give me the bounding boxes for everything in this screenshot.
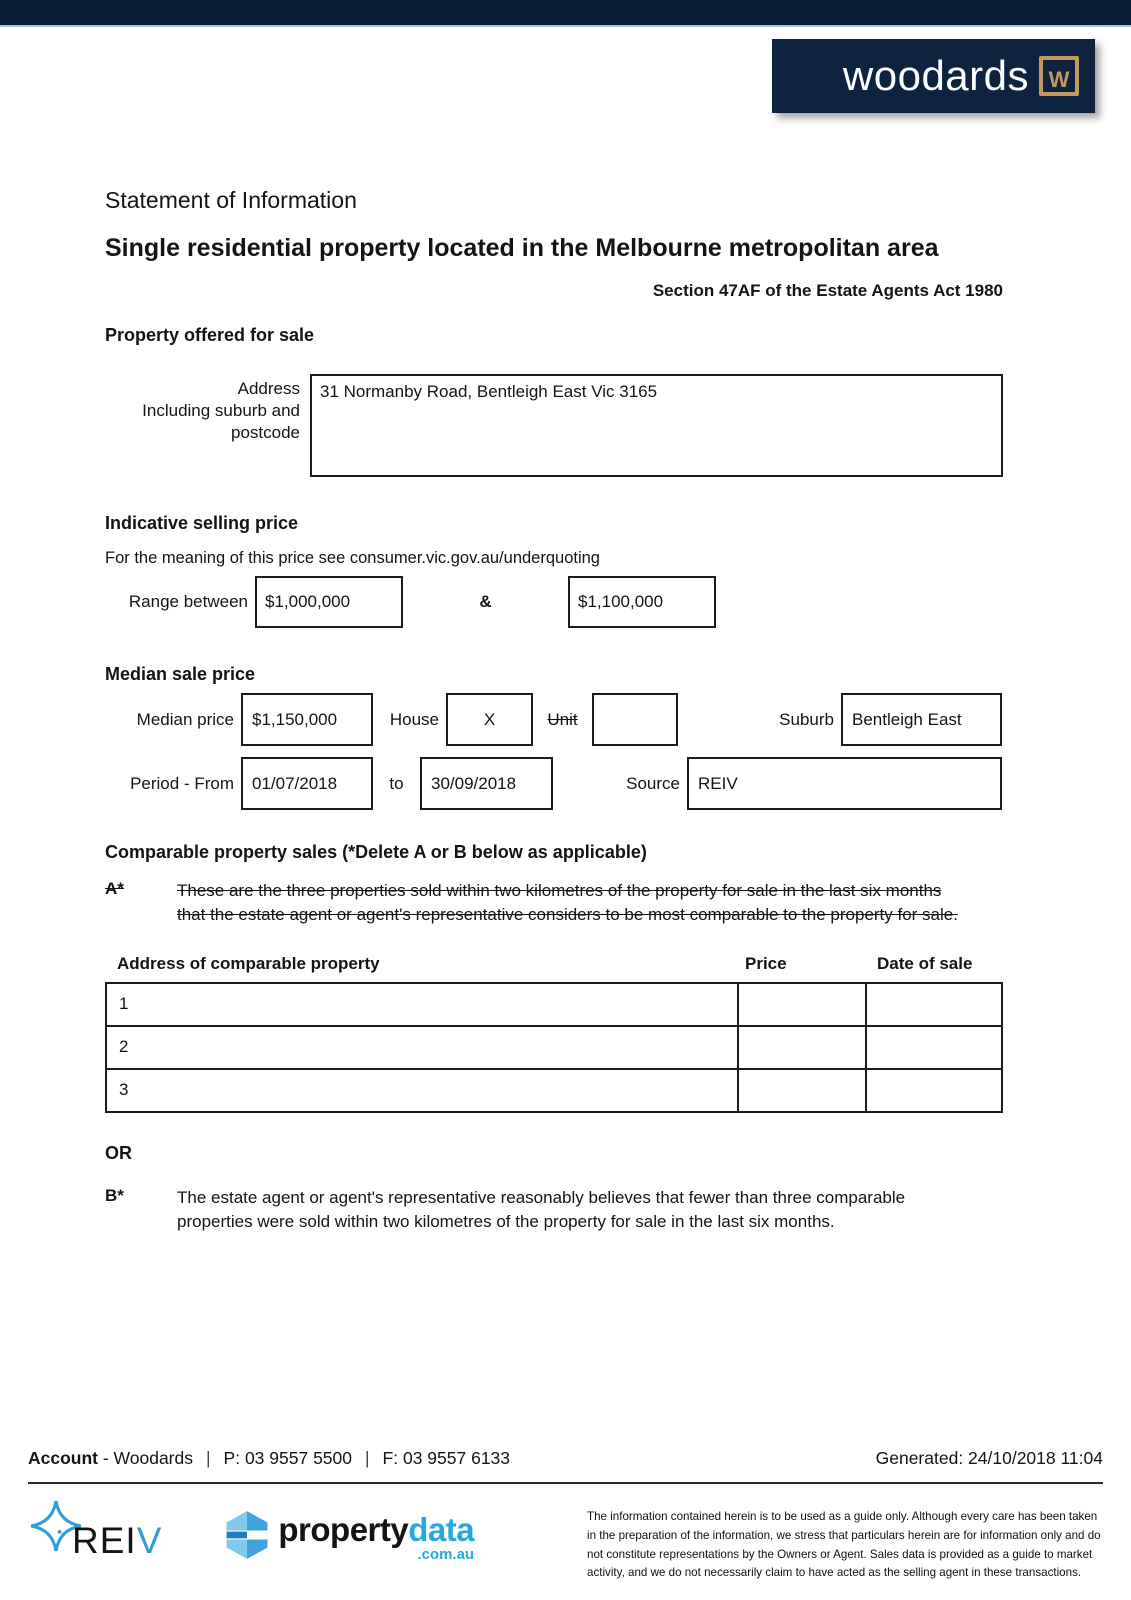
period-to-field: 30/09/2018 <box>420 757 553 810</box>
range-high-field: $1,100,000 <box>568 576 716 628</box>
comparable-table <box>105 982 1003 1113</box>
unit-checkbox-field <box>592 693 678 746</box>
option-a-text: These are the three properties sold within two kilometres of the property for sale in the last six months that the estate agent or agent's representative considers to be most comparable to the property for sale. <box>177 881 958 925</box>
range-between-label: Range between <box>128 592 248 611</box>
row-address-cell: 3 <box>119 1080 129 1100</box>
col-header-date: Date of sale <box>877 953 973 973</box>
table-row <box>107 984 1001 1027</box>
option-b-row <box>105 1186 1003 1235</box>
doc-title: Single residential property located in the Melbourne metropolitan area <box>105 234 939 262</box>
phone-number: P: 03 9557 5500 <box>223 1448 352 1468</box>
row-price-cell <box>737 984 865 1025</box>
house-label: House <box>389 709 439 729</box>
account-info <box>28 1448 510 1469</box>
indicative-price-heading: Indicative selling price <box>105 513 299 533</box>
propertydata-hexagon-icon <box>224 1510 270 1565</box>
header-bar <box>0 0 1131 27</box>
source-label: Source <box>626 773 680 793</box>
row-address-cell: 1 <box>119 994 129 1014</box>
median-period-row <box>105 757 1003 810</box>
option-b-text: The estate agent or agent's representative reasonably believes that fewer than three comparable properties were sold within two kilometres of the property for sale in the last six months. <box>177 1187 906 1231</box>
account-value: - Woodards <box>98 1448 193 1468</box>
col-header-price: Price <box>745 953 787 973</box>
divider: | <box>365 1448 370 1468</box>
comparable-sales-heading: Comparable property sales (*Delete A or B below as applicable) <box>105 842 647 862</box>
row-price-cell <box>737 1070 865 1111</box>
address-field: 31 Normanby Road, Bentleigh East Vic 3165 <box>310 374 1003 477</box>
option-b-label: B* <box>105 1185 124 1205</box>
document-body <box>105 187 1003 1234</box>
generated-timestamp: Generated: 24/10/2018 11:04 <box>875 1448 1103 1468</box>
footer-contact-row <box>28 1448 1103 1469</box>
propertydata-logo-text: propertydata .com.au <box>278 1511 475 1563</box>
unit-label: Unit <box>547 709 578 729</box>
propertydata-domain: .com.au <box>417 1546 475 1563</box>
propertydata-logo <box>224 1510 474 1565</box>
range-low-field: $1,000,000 <box>255 576 403 628</box>
or-label: OR <box>105 1142 132 1163</box>
section-reference: Section 47AF of the Estate Agents Act 1980 <box>652 281 1003 300</box>
ampersand: & <box>479 592 492 611</box>
address-label: Address Including suburb and postcode <box>142 379 300 443</box>
period-from-field: 01/07/2018 <box>241 757 373 810</box>
partner-logos <box>28 1500 474 1583</box>
footer-divider-line <box>28 1482 1103 1484</box>
page-footer <box>28 1448 1103 1583</box>
option-a-label: A* <box>105 879 124 898</box>
woodards-w-icon: W <box>1039 56 1079 96</box>
row-date-cell <box>865 984 999 1025</box>
row-date-cell <box>865 1070 999 1111</box>
divider: | <box>206 1448 211 1468</box>
median-price-heading: Median sale price <box>105 664 256 684</box>
col-header-address: Address of comparable property <box>117 953 380 973</box>
row-price-cell <box>737 1027 865 1068</box>
table-row <box>107 1027 1001 1070</box>
disclaimer-text: The information contained herein is to be used as a guide only. Although every care has been taken in the preparation of the information, we stress that particulars herein are for information only and do not constitute representations by the Owners or Agent. Sales data is provided as a guide to market activity, and we do not necessarily claim to have acted as the selling agent in these transactions. <box>587 1510 1101 1580</box>
house-checkbox-field: X <box>446 693 533 746</box>
source-field: REIV <box>687 757 1002 810</box>
period-from-label: Period - From <box>130 773 234 793</box>
fax-number: F: 03 9557 6133 <box>382 1448 511 1468</box>
doc-subtitle: Statement of Information <box>105 187 357 213</box>
median-price-label: Median price <box>136 709 234 729</box>
woodards-logo <box>772 39 1095 113</box>
woodards-logo-text: woodards <box>842 52 1029 99</box>
table-row <box>107 1070 1001 1111</box>
reiv-logo <box>30 1500 162 1562</box>
median-price-row <box>105 693 1003 746</box>
to-label: to <box>389 773 404 793</box>
price-range-row <box>105 576 1003 628</box>
suburb-field: Bentleigh East <box>841 693 1002 746</box>
suburb-label: Suburb <box>779 709 834 729</box>
address-row <box>105 374 1003 477</box>
row-address-cell: 2 <box>119 1037 129 1057</box>
property-offered-heading: Property offered for sale <box>105 325 315 345</box>
comparable-table-header <box>105 954 1003 974</box>
row-date-cell <box>865 1027 999 1068</box>
underquoting-note: For the meaning of this price see consumer.vic.gov.au/underquoting <box>105 549 600 567</box>
account-label: Account <box>28 1448 98 1468</box>
reiv-logo-text: REIV <box>72 1520 163 1561</box>
option-a-row <box>105 879 1003 928</box>
footer-logos-row <box>28 1500 1103 1583</box>
median-price-field: $1,150,000 <box>241 693 373 746</box>
